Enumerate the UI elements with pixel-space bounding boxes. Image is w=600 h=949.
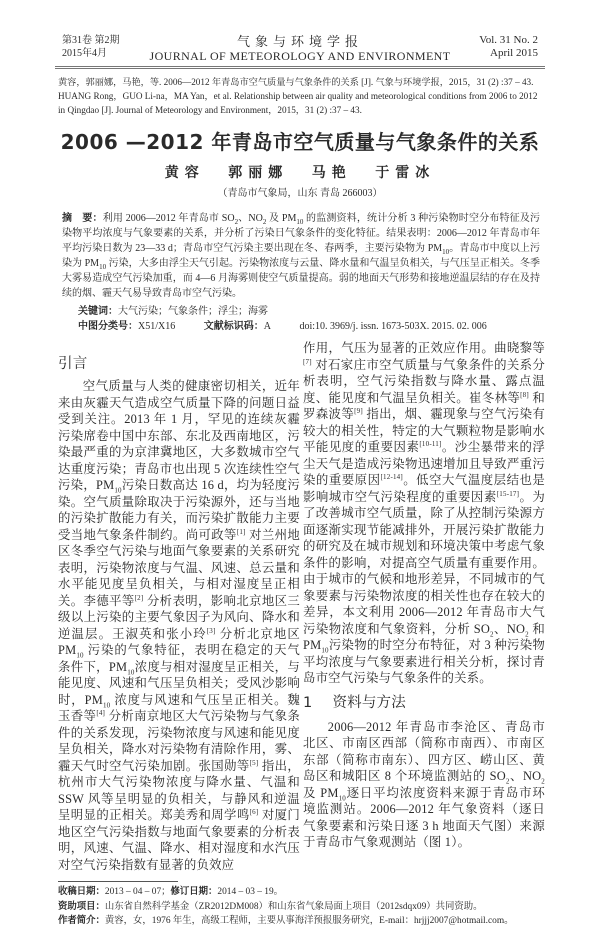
citation-ref: [10-11] [419,439,442,448]
footnote-dates [58,885,545,900]
author: 于雷冰 [375,166,436,181]
header-journal [142,34,458,64]
date-cn: 2015年4月 [62,48,107,59]
subscript: 2 [490,629,494,638]
subscript: 2 [234,218,239,226]
author-bio-label: 作者简介： [58,915,105,926]
author-list [55,165,545,183]
footnote-rule [58,881,178,882]
section-heading-1 [303,693,545,713]
left-column [58,340,300,873]
subscript: 10 [127,667,135,676]
citation-ref: [4] [96,708,106,717]
footnote-author [58,914,545,929]
author: 黄容 [164,166,205,181]
citation-ref: [9] [354,406,363,415]
doc-code-label: 文献标识码： [203,321,264,332]
author-bio-text: 黄容，女，1976 年生，高级工程师，主要从事海洋预报服务研究，E-mail：hrjjj2007@hotmail.com。 [104,916,514,926]
classification [78,319,545,334]
footnotes [58,885,545,929]
doi: doi:10. 3969/j. issn. 1673-503X. 2015. 02. 006 [299,321,487,332]
keywords-label: 关键词： [78,306,118,317]
subscript: 10 [321,646,329,655]
citation-ref: [15-17] [496,489,520,498]
subscript: 10 [442,248,450,256]
doc-code-value: A [263,321,271,332]
intro-paragraph-continued: 作用，气压为显著的正效应作用。曲晓黎等[7] 对石家庄市空气质量与气象条件的关系分析表明，空气污染指数与降水量、露点温度、能见度和气温呈负相关。崔冬林等[8] 和罗森波等[9] 指出，烟、霾现象与空气污染有较大的相关性，特定的大气颗粒物是影响水平能见度的重要因素[10-11]。沙尘暴带来的浮尘天气是造成污染物迅速增加且导致严重污染的重要原因[12-14]。低空大气温度层结也是影响城市空气污染程度的重要因素[15-17]。为了改善城市空气质量，除了从控制污染源方面逐渐实现节能减排外，开展污染扩散能力的研究及在城市规划和环境决策中考虑气象条件的影响，对提高空气质量有重要作用。由于城市的气候和地形差异，不同城市的气象要素与污染物浓度的相关性也存在较大的差异，本文利用 2006—2012 年青岛市大气污染物浓度和气象资料，分析 $SO_2$、$NO_2$ 和 $PM_{10}$污染物的时空分布特征，对 3 种污染物平均浓度与气象要素进行相关分析，探讨青岛市空气污染与气象条件的关系。 [303,341,546,685]
citation-block [58,75,542,117]
revised-date: 2014 – 03 – 19。 [217,887,284,897]
author: 马艳 [311,166,352,181]
section-title: 资料与方法 [332,694,406,711]
subscript: 2 [525,629,529,638]
subscript: 10 [102,700,111,709]
clc-value: X51/X16 [138,321,176,332]
citation-ref: [1] [236,527,246,536]
header-rule [55,66,545,69]
subscript: 10 [338,793,346,802]
received-date: 2013 – 04 – 07； [104,887,171,897]
citation-ref: [7] [303,357,312,366]
right-column [303,340,545,851]
header-volume-issue [55,34,142,60]
volume-en: Vol. 31 No. 2 [479,34,538,46]
data-methods-paragraph: 2006—2012 年青岛市李沧区、青岛市北区、市南区西部（简称市南西）、市南区东部（简称市南东）、四方区、崂山区、黄岛区和城阳区 8 个环境监测站的 $SO_2$、$NO_2$ 及 $PM_{10}$逐日平均浓度资料来源于青岛市环境监测站。2006—2012 年气象资料（逐日气象要素和污染日逐 3 h 地面天气图）来源于青岛市气象观测站（图 1）。 [303,719,546,849]
subscript: 10 [99,263,107,271]
paper-title: 2006 —2012 年青岛市空气质量与气象条件的关系 [60,130,540,154]
abstract-text: 利用 2006—2012 年青岛市 $SO_2$、$NO_2$ 及 $PM_{10}$ 的监测资料，统计分析 3 种污染物时空分布特征及污染物平均浓度与气象要素的关系，并分析了污染日气象条件的变化特征。结果表明：2006—2012 年青岛市年平均污染日数为 23—33 d；青岛市空气污染主要出现在冬、春两季，主要污染物为 $PM_{10}$。青岛市中度以上污染为 $PM_{10}$ 污染，大多由浮尘天气引起。污染物浓度与云量、降水量和气温呈负相关，与气压呈正相关。冬季大雾易造成空气污染加重，而 4—6 月海雾则使空气质量提高。弱的地面天气形势和接地逆温层结的存在及持续的烟、霾天气易导致青岛市空气污染。 [62,213,541,299]
journal-name-en: JOURNAL OF METEOROLOGY AND ENVIRONMENT [149,49,451,63]
clc-label: 中图分类号： [78,321,138,332]
keywords [78,304,545,319]
header-volume-en [458,34,545,60]
citation-ref: [3] [206,626,216,635]
citation-en: HUANG Rong，GUO Li-na，MA Yan，et al. Relationship between air quality and meteorological conditions from 2006 to 2012 in Qingdao [J]. Journal of Meteorology and Environment，2015，31 (2) :37 – 43. [58,91,538,115]
keywords-text: 大气污染；气象条件；浮尘；海雾 [118,306,268,317]
citation-ref: [12-14] [380,472,403,481]
running-header [55,34,545,64]
intro-paragraph: 空气质量与人类的健康密切相关，近年来由灰霾天气造成空气质量下降的问题日益受到关注。2013 年 1 月，罕见的连续灰霾污染席卷中国中东部、东北及西南地区，污染最严重的为京津冀地区，大多数城市空气达重度污染；青岛市也出现 5 次连续性空气污染，$PM_{10}$污染日数高达 16 d，均为轻度污染。空气质量除取决于污染源外，还与当地的污染扩散能力有关，而污染扩散能力主要受当地气象条件制约。尚可政等[1] 对兰州地区冬季空气污染与地面气象要素的关系研究表明，污染物浓度与气温、风速、总云量和水平能见度呈负相关，与相对湿度呈正相关。李德平等[2] 分析表明，影响北京地区三级以上污染的主要气象因子为风向、降水和逆温层。王淑英和张小玲[3] 分析北京地区 $PM_{10}$ 污染的气象特征，表明在稳定的天气条件下，$PM_{10}$浓度与相对湿度呈正相关，与能见度、风速和气压呈负相关；受风沙影响时，$PM_{10}$ 浓度与风速和气压呈正相关。魏玉香等[4] 分析南京地区大气污染物与气象条件的关系发现，污染物浓度与风速和能见度呈负相关，降水对污染物有清除作用，雾、霾天气时空气污染加剧。张国勋等[5] 指出，杭州市大气污染物浓度与降水量、气温和 SSW 风等呈明显的负相关，与静风和逆温呈明显的正相关。郑美秀和周学鸣[6] 对厦门地区空气污染指数与地面气象要素的分析表明，风速、气温、降水、相对湿度和水汽压对空气污染指数有显著的负效应 [58,379,301,872]
subscript: 10 [296,218,304,226]
citation-ref: [2] [134,593,144,602]
abstract-label: 摘 要： [62,213,103,224]
affiliation: （青岛市气象局，山东 青岛 266003） [217,188,383,199]
funding-label: 资助项目： [58,900,105,912]
citation-cn: 黄容，郭丽娜，马艳，等. 2006—2012 年青岛市空气质量与气象条件的关系 [J]. 气象与环境学报，2015，31 (2) :37 – 43. [58,77,534,87]
citation-ref: [5] [249,758,259,767]
body-columns [55,340,545,873]
citation-ref: [8] [520,390,529,399]
subscript: 10 [76,651,84,660]
subscript: 10 [114,486,122,495]
subscript: 2 [505,777,510,786]
date-en: April 2015 [490,47,538,59]
abstract [62,211,540,301]
journal-name-cn: 气象与环境学报 [236,34,363,49]
section-number: 1 [303,694,313,711]
citation-ref: [6] [249,807,259,816]
funding-text: 山东省自然科学基金（ZR2012DM008）和山东省气象局面上项目（2012sdqx09）共同资助。 [104,901,483,912]
author: 郭丽娜 [228,166,289,181]
section-heading-intro: 引言 [58,356,88,372]
subscript: 2 [541,777,545,786]
volume-cn: 第31卷 第2期 [62,35,120,46]
received-label: 收稿日期： [58,886,105,897]
footnote-funding [58,900,545,915]
revised-label: 修订日期： [170,886,218,897]
subscript: 2 [262,218,267,226]
